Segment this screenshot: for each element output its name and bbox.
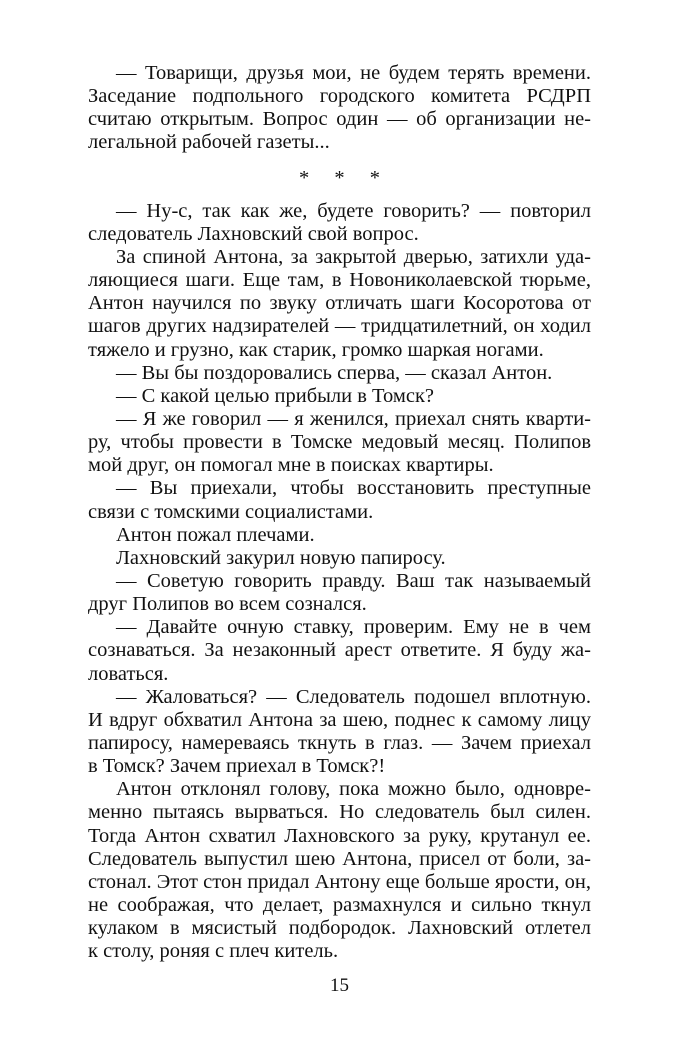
paragraph xyxy=(88,477,591,523)
paragraph xyxy=(88,385,591,408)
text-line: Антон пожал плечами. xyxy=(116,523,315,546)
text-line: Заседание подпольного городского комитета РСДРП xyxy=(88,85,591,108)
text-line: связи с томскими социалистами. xyxy=(88,500,374,523)
paragraph xyxy=(88,616,591,685)
text-line: папиросу, намереваясь ткнуть в глаз. — Зачем приехал xyxy=(88,731,591,754)
text-line: легальной рабочей газеты... xyxy=(88,131,330,154)
text-line: — Жаловаться? — Следователь подошел вплотную. xyxy=(116,685,591,708)
text-line: сознаваться. За незаконный арест ответите. Я буду жа- xyxy=(88,639,591,662)
text-line: менно пытаясь вырваться. Но следователь был силен. xyxy=(88,801,591,824)
page-number: 15 xyxy=(330,975,349,996)
paragraph xyxy=(88,686,591,779)
text-line: следователь Лахновский свой вопрос. xyxy=(88,222,419,245)
paragraph xyxy=(88,200,591,246)
text-line: шагов других надзирателей — тридцатилетний, он ходил xyxy=(88,315,591,338)
paragraph xyxy=(88,408,591,477)
text-line: ру, чтобы провести в Томске медовый месяц. Полипов xyxy=(88,431,591,454)
text-line: — Вы бы поздоровались сперва, — сказал Антон. xyxy=(116,361,553,384)
text-line: Антон научился по звуку отличать шаги Косоротова от xyxy=(88,292,591,315)
text-line: — Советую говорить правду. Ваш так называемый xyxy=(116,569,591,592)
text-line: в Томск? Зачем приехал в Томск?! xyxy=(88,755,386,778)
paragraph xyxy=(88,547,591,570)
text-line: — С какой целью прибыли в Томск? xyxy=(116,384,435,407)
paragraph xyxy=(88,62,591,155)
text-line: кулаком в мясистый подбородок. Лахновский отлетел xyxy=(88,917,591,940)
text-line: За спиной Антона, за закрытой дверью, затихли уда- xyxy=(116,245,591,268)
paragraph xyxy=(88,778,591,963)
text-line: Тогда Антон схватил Лахновского за руку, крутанул ее. xyxy=(88,824,591,847)
text-line: — Ну-с, так как же, будете говорить? — повторил xyxy=(116,199,591,222)
text-line: — Вы приехали, чтобы восстановить преступные xyxy=(116,477,591,500)
text-line: И вдруг обхватил Антона за шею, поднес к самому лицу xyxy=(88,708,591,731)
text-line: ляющиеся шаги. Еще там, в Новониколаевской тюрьме, xyxy=(88,269,591,292)
paragraph xyxy=(88,524,591,547)
text-line: ловаться. xyxy=(88,662,169,685)
text-line: считаю открытым. Вопрос один — об организации не- xyxy=(88,108,591,131)
text-line: — Товарищи, друзья мои, не будем терять времени. xyxy=(116,62,591,84)
paragraph xyxy=(88,246,591,362)
paragraph xyxy=(88,570,591,616)
section-separator: * * * xyxy=(299,166,390,189)
text-line: мой друг, он помогал мне в поисках квартиры. xyxy=(88,454,494,477)
text-line: не соображая, что делает, размахнулся и сильно ткнул xyxy=(88,893,591,916)
text-line: Антон отклонял голову, пока можно было, одновре- xyxy=(116,778,591,801)
text-line: друг Полипов во всем сознался. xyxy=(88,593,367,616)
text-line: — Я же говорил — я женился, приехал снять кварти- xyxy=(116,407,591,430)
text-line: к столу, роняя с плеч китель. xyxy=(88,940,339,963)
text-line: Следователь выпустил шею Антона, присел от боли, за- xyxy=(88,847,591,870)
paragraph xyxy=(88,362,591,385)
text-line: — Давайте очную ставку, проверим. Ему не в чем xyxy=(116,616,591,639)
body-text xyxy=(88,62,591,963)
text-line: тяжело и грузно, как старик, громко шаркая ногами. xyxy=(88,338,544,361)
text-line: Лахновский закурил новую папиросу. xyxy=(116,546,446,569)
text-line: стонал. Этот стон придал Антону еще больше ярости, он, xyxy=(88,870,591,893)
